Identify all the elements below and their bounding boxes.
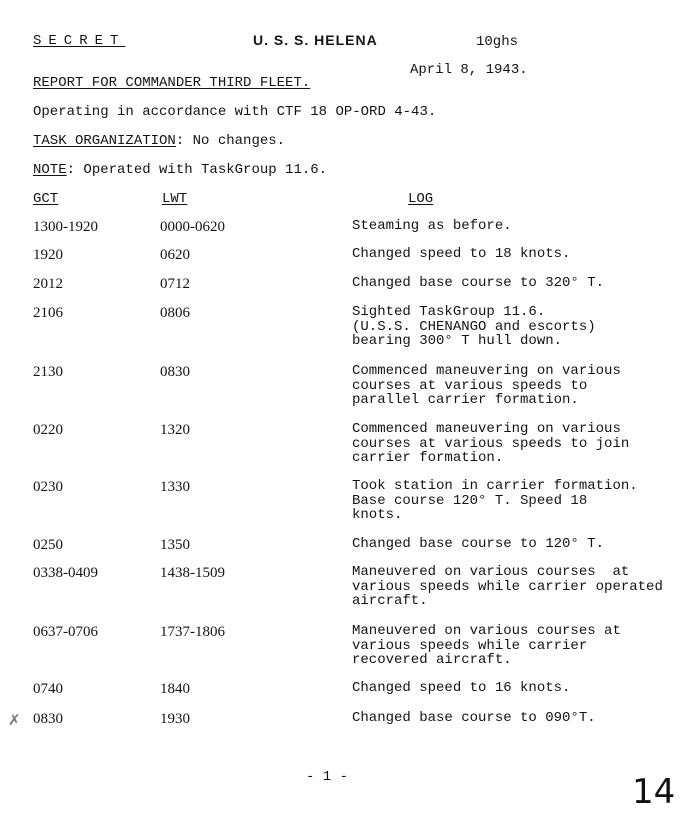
- page-number: - 1 -: [306, 769, 349, 785]
- report-recipient: REPORT FOR COMMANDER THIRD FLEET.: [33, 75, 311, 91]
- note-text: : Operated with TaskGroup 11.6.: [66, 162, 328, 178]
- log-entry: Changed speed to 18 knots.: [352, 246, 571, 262]
- operating-statement: Operating in accordance with CTF 18 OP-ORD 4-43.: [33, 104, 437, 120]
- task-organization: [33, 133, 285, 149]
- lwt-cell: 0830: [160, 364, 190, 380]
- report-date: April 8, 1943.: [410, 62, 528, 78]
- log-entry: Steaming as before.: [352, 218, 512, 234]
- log-entry: Changed speed to 16 knots.: [352, 680, 571, 696]
- gct-cell: 1920: [33, 247, 63, 263]
- lwt-cell: 1438-1509: [160, 565, 225, 581]
- gct-cell: 0637-0706: [33, 624, 98, 640]
- log-entry: Changed base course to 090°T.: [352, 710, 596, 726]
- classification-marking: SECRET: [33, 33, 126, 49]
- gct-cell: 2012: [33, 276, 63, 292]
- note: [33, 162, 327, 178]
- lwt-cell: 1330: [160, 479, 190, 495]
- gct-cell: 2106: [33, 305, 63, 321]
- lwt-cell: 1350: [160, 537, 190, 553]
- log-entry: Sighted TaskGroup 11.6. (U.S.S. CHENANGO and escorts) bearing 300° T hull down.: [352, 304, 596, 349]
- log-entry: Changed base course to 120° T.: [352, 536, 605, 552]
- lwt-cell: 0806: [160, 305, 190, 321]
- lwt-cell: 0000-0620: [160, 219, 225, 235]
- ship-name: U. S. S. HELENA: [253, 32, 378, 48]
- column-header-gct: GCT: [33, 191, 59, 207]
- lwt-cell: 1930: [160, 711, 190, 727]
- gct-cell: 0250: [33, 537, 63, 553]
- gct-cell: 0830: [33, 711, 63, 727]
- task-organization-text: : No changes.: [175, 133, 286, 149]
- gct-cell: 0740: [33, 681, 63, 697]
- lwt-cell: 1320: [160, 422, 190, 438]
- lwt-cell: 0712: [160, 276, 190, 292]
- lwt-cell: 0620: [160, 247, 190, 263]
- gct-cell: 0220: [33, 422, 63, 438]
- time-zone: 10ghs: [476, 34, 519, 50]
- log-entry: Took station in carrier formation. Base course 120° T. Speed 18 knots.: [352, 478, 638, 523]
- log-entry: Commenced maneuvering on various courses at various speeds to join carrier formation.: [352, 421, 630, 466]
- lwt-cell: 1840: [160, 681, 190, 697]
- handwritten-page-number: 14: [632, 772, 676, 812]
- margin-mark: ✗: [8, 711, 21, 729]
- column-header-lwt: LWT: [162, 191, 188, 207]
- task-organization-label: TASK ORGANIZATION: [33, 133, 176, 149]
- log-entry: Maneuvered on various courses at various speeds while carrier recovered aircraft.: [352, 623, 621, 668]
- log-entry: Maneuvered on various courses at various speeds while carrier operated aircraft.: [352, 564, 663, 609]
- log-entry: Commenced maneuvering on various courses at various speeds to parallel carrier formation.: [352, 363, 621, 408]
- log-entry: Changed base course to 320° T.: [352, 275, 605, 291]
- lwt-cell: 1737-1806: [160, 624, 225, 640]
- gct-cell: 1300-1920: [33, 219, 98, 235]
- gct-cell: 0338-0409: [33, 565, 98, 581]
- column-header-log: LOG: [408, 191, 434, 207]
- gct-cell: 2130: [33, 364, 63, 380]
- gct-cell: 0230: [33, 479, 63, 495]
- note-label: NOTE: [33, 162, 67, 178]
